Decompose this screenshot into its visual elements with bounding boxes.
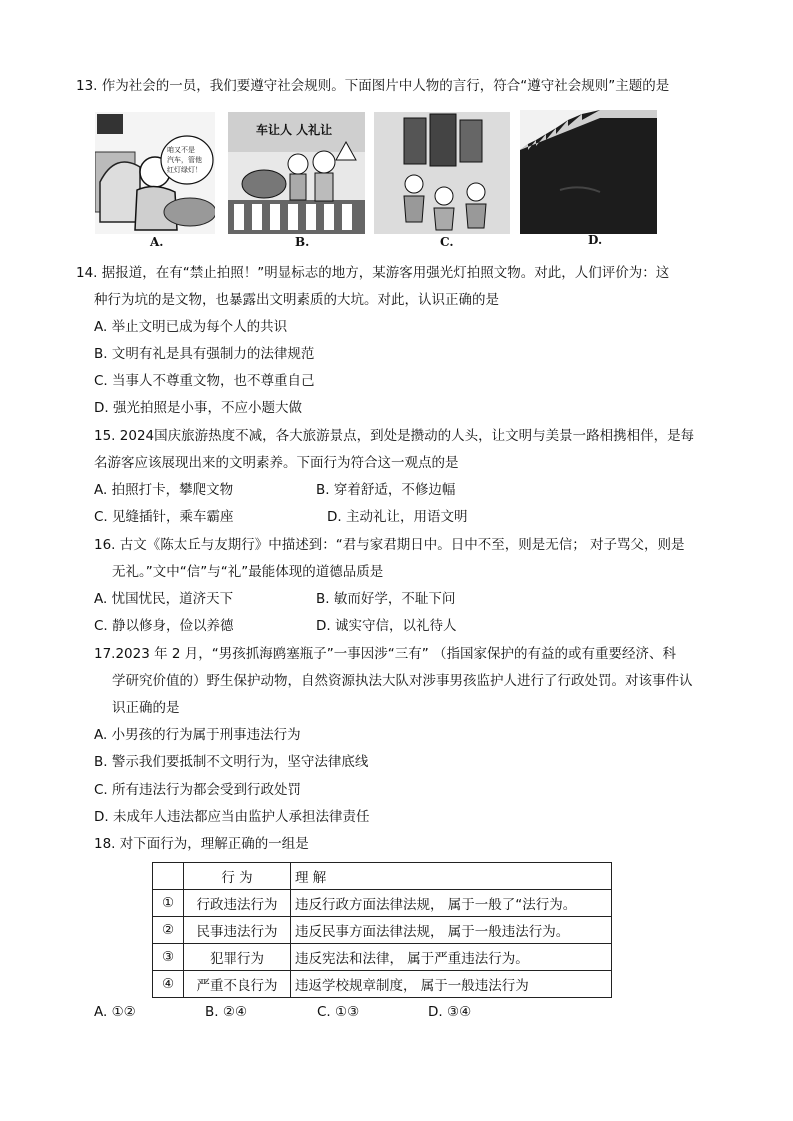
q18-table	[152, 862, 612, 998]
q15-option-d[interactable]: D. 主动礼让，用语文明	[327, 509, 468, 525]
q17-stem-line1: 17.2023 年 2 月，“男孩抓海鸥塞瓶子”一事因涉“三有” （指国家保护的有益的或有重要经济、科	[94, 646, 677, 662]
table-cell: 违反宪法和法律， 属于严重违法行为。	[291, 944, 612, 971]
q16-option-b[interactable]: B. 敏而好学，不耻下问	[316, 591, 456, 607]
q15-option-c[interactable]: C. 见缝插针，乘车霸座	[94, 509, 234, 525]
table-cell: 违反行政方面法律法规， 属于一般了“法行为。	[291, 890, 612, 917]
q13-image-b	[228, 112, 365, 234]
table-cell: 犯罪行为	[184, 944, 291, 971]
table-cell: ①	[153, 890, 184, 917]
q15-option-a[interactable]: A. 拍照打卡，攀爬文物	[94, 482, 234, 498]
q13-image-a	[95, 112, 215, 234]
table-cell: 民事违法行为	[184, 917, 291, 944]
q18-option-a[interactable]: A. ①②	[94, 1004, 136, 1020]
q14-option-b[interactable]: B. 文明有礼是具有强制力的法律规范	[94, 346, 315, 362]
table-cell: 行政违法行为	[184, 890, 291, 917]
table-cell: 违反民事方面法律法规， 属于一般违法行为。	[291, 917, 612, 944]
q13-image-c	[374, 112, 510, 234]
q14-option-d[interactable]: D. 强光拍照是小事，不应小题大做	[94, 400, 302, 416]
q18-option-c[interactable]: C. ①③	[317, 1004, 360, 1020]
q17-option-a[interactable]: A. 小男孩的行为属于刑事违法行为	[94, 727, 301, 743]
q14-option-a[interactable]: A. 举止文明已成为每个人的共识	[94, 319, 288, 335]
q17-stem-line2: 学研究价值的）野生保护动物，自然资源执法大队对涉事男孩监护人进行了行政处罚。对该事件认	[112, 673, 693, 689]
table-cell: 违返学校规章制度， 属于一般违法行为	[291, 971, 612, 998]
svg-text:红灯绿灯！: 红灯绿灯！	[167, 166, 202, 174]
q17-stem-line3: 识正确的是	[112, 700, 180, 716]
table-row	[153, 944, 612, 971]
q16-stem-line2: 无礼。”文中“信”与“礼”最能体现的道德品质是	[112, 564, 384, 580]
table-cell: 严重不良行为	[184, 971, 291, 998]
q14-stem-line1: 14. 据报道，在有“禁止拍照！”明显标志的地方，某游客用强光灯拍照文物。对此，人们评价为：这	[76, 265, 670, 281]
table-header-cell	[153, 863, 184, 890]
q16-stem-line1: 16. 古文《陈太丘与友期行》中描述到：“君与家君期日中。日中不至，则是无信； 对子骂父，则是	[94, 537, 685, 553]
q13-label-d: D.	[588, 233, 603, 247]
q18-option-d[interactable]: D. ③④	[428, 1004, 472, 1020]
svg-text:汽车，管他: 汽车，管他	[167, 156, 202, 164]
table-row	[153, 890, 612, 917]
q18-option-b[interactable]: B. ②④	[205, 1004, 248, 1020]
q13-stem: 13. 作为社会的一员，我们要遵守社会规则。下面图片中人物的言行，符合“遵守社会规则”主题的是	[76, 78, 670, 94]
q13-label-b: B.	[295, 235, 310, 249]
table-row	[153, 917, 612, 944]
q13-label-a: A.	[150, 235, 164, 249]
table-header-row	[153, 863, 612, 890]
q17-option-b[interactable]: B. 警示我们要抵制不文明行为，坚守法律底线	[94, 754, 369, 770]
svg-text:咱又不是: 咱又不是	[167, 146, 195, 154]
q17-option-d[interactable]: D. 未成年人违法都应当由监护人承担法律责任	[94, 809, 370, 825]
q13-label-c: C.	[440, 235, 454, 249]
q13-image-d	[520, 110, 657, 234]
table-header-cell: 理 解	[291, 863, 612, 890]
q17-option-c[interactable]: C. 所有违法行为都会受到行政处罚	[94, 782, 302, 798]
table-cell: ④	[153, 971, 184, 998]
table-cell: ②	[153, 917, 184, 944]
table-row	[153, 971, 612, 998]
table-header-cell: 行 为	[184, 863, 291, 890]
q15-stem-line1: 15. 2024国庆旅游热度不减，各大旅游景点，到处是攒动的人头，让文明与美景一路相携相伴，是每	[94, 428, 695, 444]
table-cell: ③	[153, 944, 184, 971]
q16-option-c[interactable]: C. 静以修身，俭以养德	[94, 618, 234, 634]
q15-option-b[interactable]: B. 穿着舒适，不修边幅	[316, 482, 456, 498]
q16-option-d[interactable]: D. 诚实守信，以礼待人	[316, 618, 457, 634]
q14-stem-line2: 种行为坑的是文物，也暴露出文明素质的大坑。对此，认识正确的是	[94, 292, 499, 308]
svg-text:车让人 人礼让: 车让人 人礼让	[256, 123, 333, 137]
q18-stem: 18. 对下面行为，理解正确的一组是	[94, 836, 309, 852]
q14-option-c[interactable]: C. 当事人不尊重文物，也不尊重自己	[94, 373, 315, 389]
q16-option-a[interactable]: A. 忧国忧民，道济天下	[94, 591, 234, 607]
q15-stem-line2: 名游客应该展现出来的文明素养。下面行为符合这一观点的是	[94, 455, 459, 471]
